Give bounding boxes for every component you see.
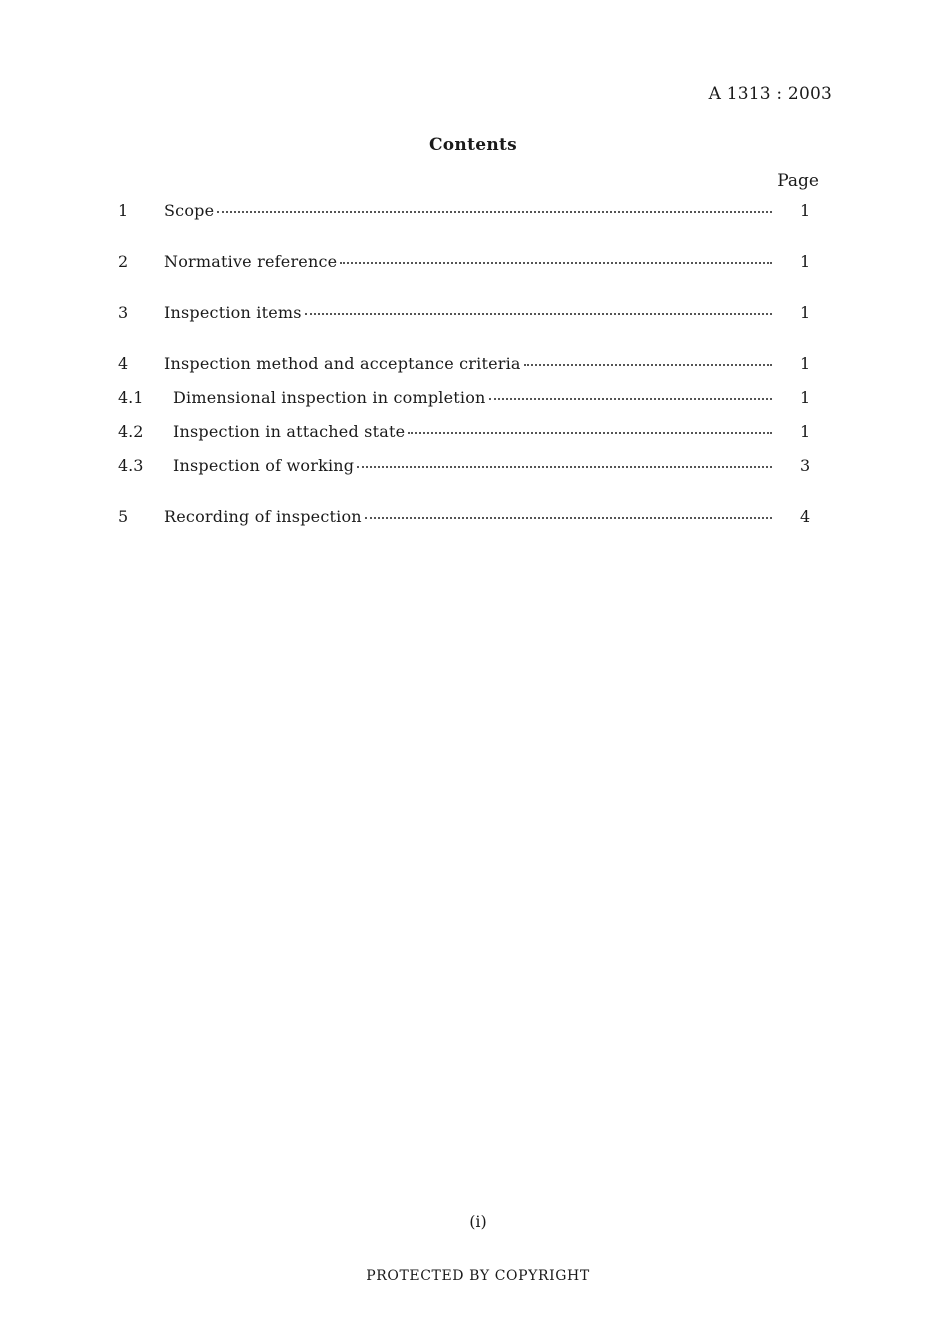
dot-leader <box>217 210 772 213</box>
document-id: A 1313 : 2003 <box>708 84 832 104</box>
page-number: (i) <box>469 1212 487 1231</box>
toc-entry-number: 4.1 <box>118 388 144 407</box>
toc-entry-number: 5 <box>118 507 129 526</box>
toc-entry-title: Normative reference <box>164 252 338 271</box>
toc-entry-page: 4 <box>800 507 811 526</box>
contents-title: Contents <box>428 135 518 155</box>
toc-entry-title: Inspection in attached state <box>173 422 406 441</box>
toc-entry-title: Scope <box>164 201 215 220</box>
toc-entry-page: 1 <box>800 422 811 441</box>
dot-leader <box>489 397 772 400</box>
toc-entry-page: 1 <box>800 388 811 407</box>
toc-entry-page: 1 <box>800 201 811 220</box>
toc-entry-page: 1 <box>800 354 811 373</box>
dot-leader <box>305 312 772 315</box>
toc-entry-page: 1 <box>800 303 811 322</box>
dot-leader <box>408 431 772 434</box>
toc-entry-number: 1 <box>118 201 129 220</box>
copyright-notice: PROTECTED BY COPYRIGHT <box>366 1268 590 1284</box>
toc-entry-title: Inspection of working <box>173 456 355 475</box>
toc-entry-title: Dimensional inspection in completion <box>173 388 486 407</box>
toc-entry-4-2[interactable] <box>118 421 818 443</box>
dot-leader <box>524 363 772 366</box>
toc-entry-4[interactable] <box>118 353 818 375</box>
dot-leader <box>340 261 772 264</box>
dot-leader <box>365 516 772 519</box>
toc-entry-number: 4.3 <box>118 456 144 475</box>
toc-entry-page: 3 <box>800 456 811 475</box>
toc-entry-2[interactable] <box>118 251 818 273</box>
toc-entry-title: Inspection method and acceptance criteria <box>164 354 521 373</box>
toc-entry-4-1[interactable] <box>118 387 818 409</box>
toc-entry-1[interactable] <box>118 200 818 222</box>
dot-leader <box>357 465 772 468</box>
toc-entry-page: 1 <box>800 252 811 271</box>
toc-entry-number: 2 <box>118 252 129 271</box>
toc-entry-5[interactable] <box>118 506 818 528</box>
toc-entry-title: Inspection items <box>164 303 302 322</box>
toc-entry-number: 4.2 <box>118 422 144 441</box>
toc-entry-number: 3 <box>118 303 129 322</box>
page-column-label: Page <box>777 171 819 191</box>
toc-entry-title: Recording of inspection <box>164 507 362 526</box>
toc-entry-4-3[interactable] <box>118 455 818 477</box>
toc-entry-3[interactable] <box>118 302 818 324</box>
toc-entry-number: 4 <box>118 354 129 373</box>
